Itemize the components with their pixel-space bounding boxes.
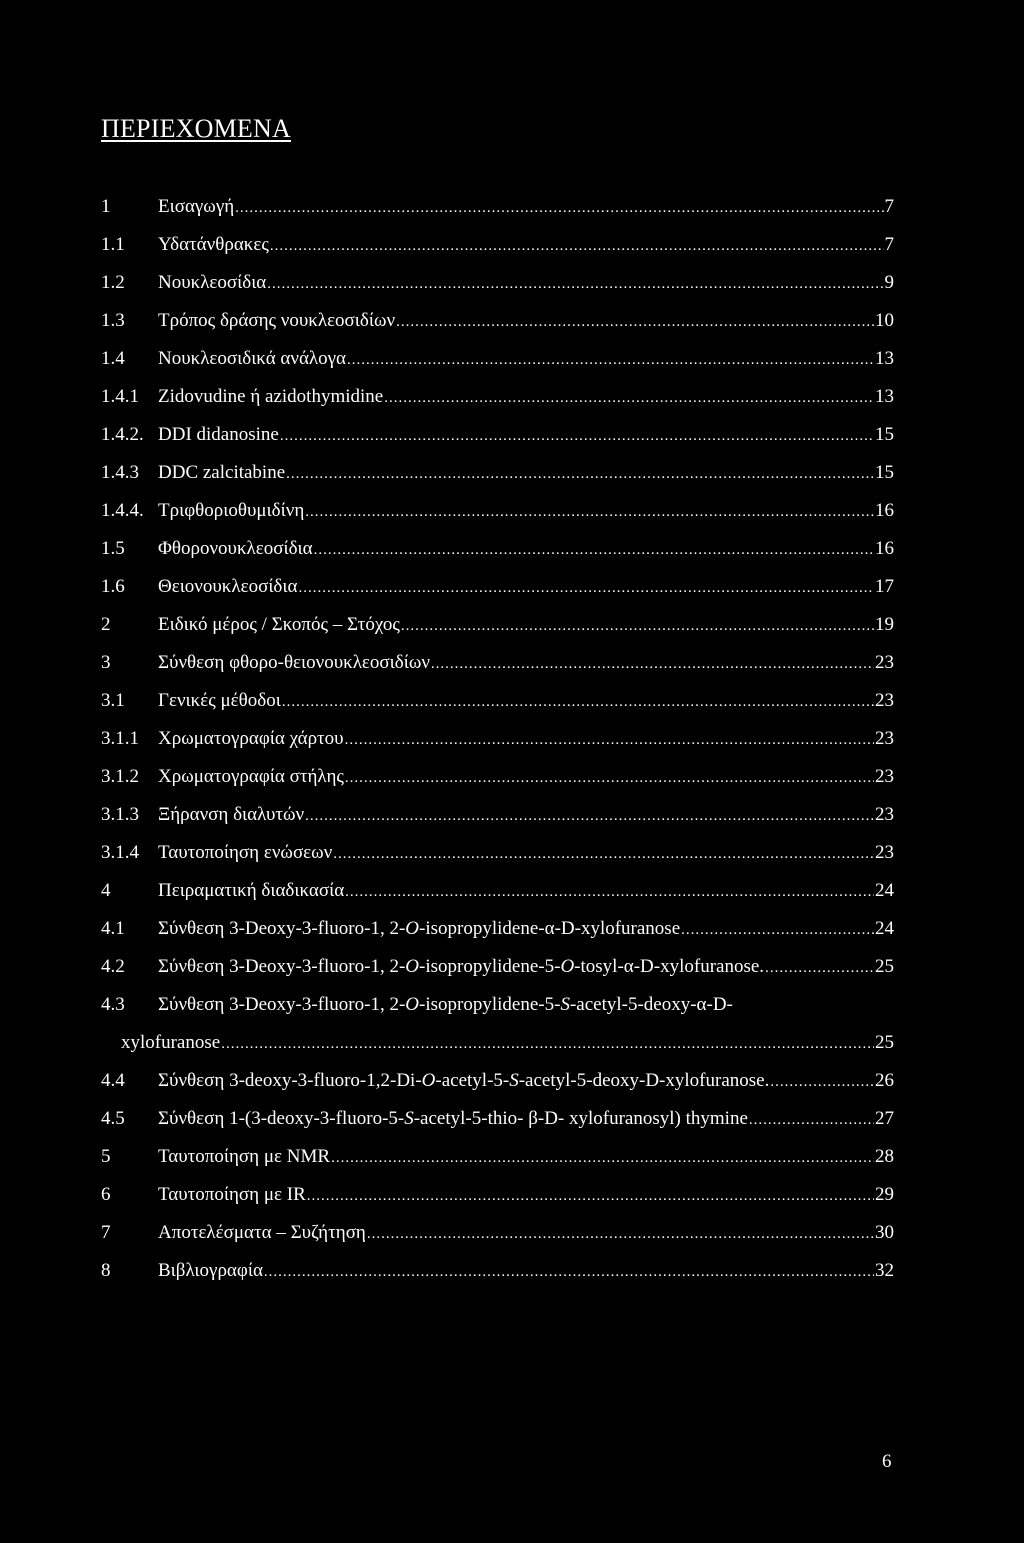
toc-row <box>101 416 894 454</box>
toc-page-number: 25 <box>875 956 894 977</box>
dot-leader <box>264 1253 874 1291</box>
toc-entry-title <box>158 416 279 454</box>
dot-leader <box>333 835 874 873</box>
toc-entry <box>158 1138 894 1177</box>
toc-entry-text-part: -isopropylidene-α-D-xylofuranose <box>419 918 681 939</box>
toc-page-number: 23 <box>875 804 894 825</box>
toc-entry-text-part: Zidovudine ή azidothymidine <box>158 386 384 407</box>
dot-leader <box>431 645 874 683</box>
toc-entry-text-part: Σύνθεση 1-(3-deoxy-3-fluoro-5- <box>158 1108 405 1129</box>
toc-entry <box>158 872 894 911</box>
dot-leader <box>770 1063 874 1101</box>
toc-page-number: 13 <box>875 348 894 369</box>
toc-row <box>101 530 894 568</box>
toc-entry-text-part: Νουκλεοσίδια <box>158 272 267 293</box>
toc-page-number: 23 <box>875 690 894 711</box>
toc-entry-title <box>158 226 269 264</box>
dot-leader <box>749 1101 874 1139</box>
toc-entry <box>158 720 894 759</box>
toc-entry-title <box>158 188 234 226</box>
toc-row <box>101 378 894 416</box>
toc-entry-title <box>158 530 313 568</box>
toc-entry <box>158 1252 894 1291</box>
toc-row <box>101 1024 894 1062</box>
toc-row <box>101 1252 894 1290</box>
dot-leader <box>345 759 874 797</box>
toc-entry-title <box>158 1252 263 1290</box>
toc-entry-title <box>158 682 281 720</box>
toc-entry-text-part: Πειραματική διαδικασία <box>158 880 345 901</box>
toc-entry-title <box>158 986 733 1024</box>
toc-number: 1 <box>101 196 111 217</box>
toc-number: 8 <box>101 1260 111 1281</box>
toc-entry-text-part: -acetyl-5-deoxy-α-D- <box>569 994 733 1015</box>
dot-leader <box>345 873 874 911</box>
toc-page-number: 25 <box>875 1032 894 1053</box>
toc-row <box>101 644 894 682</box>
dot-leader <box>314 531 874 569</box>
toc-page-number: 15 <box>875 424 894 445</box>
dot-leader <box>345 721 874 759</box>
toc-row <box>101 1138 894 1176</box>
toc-page-number: 23 <box>875 842 894 863</box>
toc-entry-text-part: Γενικές μέθοδοι <box>158 690 281 711</box>
toc-entry <box>121 1024 894 1063</box>
toc-number: 5 <box>101 1146 111 1167</box>
toc-entry-title <box>158 340 346 378</box>
toc-number: 4 <box>101 880 111 901</box>
toc-entry-text-part: Ταυτοποίηση ενώσεων <box>158 842 333 863</box>
toc-entry <box>158 606 894 645</box>
toc-entry <box>158 188 894 227</box>
toc-entry <box>158 834 894 873</box>
toc-entry <box>158 644 894 683</box>
dot-leader <box>765 949 874 987</box>
toc-entry <box>158 682 894 721</box>
toc-page-number: 23 <box>875 728 894 749</box>
dot-leader <box>331 1139 874 1177</box>
toc-number: 1.6 <box>101 576 125 597</box>
toc-entry-title <box>158 568 297 606</box>
toc-entry-title <box>158 720 344 758</box>
toc-page-number: 26 <box>875 1070 894 1091</box>
toc-entry <box>158 530 894 569</box>
toc-entry-title <box>158 302 395 340</box>
dot-leader <box>347 341 874 379</box>
toc-row <box>101 1214 894 1252</box>
toc-entry-text-part: -acetyl-5- <box>435 1070 510 1091</box>
toc-row <box>101 1062 894 1100</box>
toc-entry <box>158 1100 894 1139</box>
toc-page-number: 32 <box>875 1260 894 1281</box>
toc-entry-text-part: Φθορονουκλεοσίδια <box>158 538 313 559</box>
toc-row <box>101 492 894 530</box>
toc-entry <box>158 492 894 531</box>
toc-entry-text-part: -isopropylidene-5- <box>419 956 561 977</box>
toc-entry-italic-part: S <box>560 994 570 1015</box>
toc-page-number: 23 <box>875 766 894 787</box>
toc-entry <box>158 340 894 379</box>
dot-leader <box>681 911 874 949</box>
toc-number: 1.4.1 <box>101 386 139 407</box>
toc-number: 3.1.2 <box>101 766 139 787</box>
toc-entry <box>158 302 894 341</box>
toc-row <box>101 796 894 834</box>
toc-number: 3.1.4 <box>101 842 139 863</box>
toc-entry-text-part: DDC zalcitabine <box>158 462 286 483</box>
toc-page-number: 28 <box>875 1146 894 1167</box>
toc-number: 6 <box>101 1184 111 1205</box>
toc-row <box>101 1176 894 1214</box>
dot-leader <box>235 189 883 227</box>
toc-page-number: 30 <box>875 1222 894 1243</box>
toc-entry <box>158 226 894 265</box>
toc-entry-title <box>158 1214 366 1252</box>
toc-page-number: 23 <box>875 652 894 673</box>
toc-page-number: 9 <box>884 272 894 293</box>
toc-page-number: 15 <box>875 462 894 483</box>
toc-row <box>101 682 894 720</box>
toc-entry-title <box>158 910 680 948</box>
dot-leader <box>282 683 874 721</box>
toc-number: 1.2 <box>101 272 125 293</box>
toc-entry-text-part: Βιβλιογραφία <box>158 1260 263 1281</box>
dot-leader <box>286 455 874 493</box>
dot-leader <box>267 265 883 303</box>
toc-page-number: 7 <box>884 234 894 255</box>
toc-entry <box>158 910 894 949</box>
toc-entry-text-part: Σύνθεση 3-Deoxy-3-fluoro-1, 2- <box>158 994 406 1015</box>
toc-entry-text-part: DDI didanosine <box>158 424 279 445</box>
toc-row <box>101 340 894 378</box>
toc-number: 1.4.4. <box>101 500 144 521</box>
toc-entry-italic-part: O <box>405 956 420 977</box>
toc-row <box>101 264 894 302</box>
toc-row <box>101 834 894 872</box>
toc-entry-text-part: Υδατάνθρακες <box>158 234 269 255</box>
toc-page-number: 16 <box>875 500 894 521</box>
toc-number: 1.4.2. <box>101 424 144 445</box>
toc-entry-text-part: Χρωματογραφία χάρτου <box>158 728 344 749</box>
toc-entry-title <box>158 264 266 302</box>
toc-entry-text-part: Χρωματογραφία στήλης <box>158 766 344 787</box>
toc-entry-title <box>158 948 764 986</box>
toc-entry-title <box>158 378 383 416</box>
toc-entry-text-part: Σύνθεση φθορο-θειονουκλεοσιδίων <box>158 652 430 673</box>
toc-entry-text-part: Ταυτοποίηση με IR <box>158 1184 306 1205</box>
toc-entry <box>158 948 894 987</box>
toc-page-number: 27 <box>875 1108 894 1129</box>
toc-entry-text-part: Τριφθοριοθυμιδίνη <box>158 500 305 521</box>
dot-leader <box>401 607 874 645</box>
dot-leader <box>384 379 874 417</box>
toc-page-number: 19 <box>875 614 894 635</box>
toc-page-number: 24 <box>875 880 894 901</box>
toc-entry-italic-part: O <box>405 918 420 939</box>
toc-number: 1.4.3 <box>101 462 139 483</box>
toc-entry-title <box>158 1138 330 1176</box>
toc-entry <box>158 378 894 417</box>
toc-entry-title <box>158 834 332 872</box>
toc-row <box>101 1100 894 1138</box>
toc-page-number: 17 <box>875 576 894 597</box>
toc-row <box>101 226 894 264</box>
toc-entry-title <box>158 1100 748 1138</box>
toc-number: 1.1 <box>101 234 125 255</box>
toc-entry-title <box>158 872 344 910</box>
toc-row <box>101 910 894 948</box>
toc-entry-title <box>158 1176 306 1214</box>
toc-row <box>101 948 894 986</box>
toc-entry-italic-part: S <box>404 1108 414 1129</box>
toc-entry-text-part: xylofuranose <box>121 1032 221 1053</box>
toc-row <box>101 872 894 910</box>
toc-entry-text-part: -acetyl-5-thio- β-D- xylofuranosyl) thymine <box>413 1108 748 1129</box>
toc-entry <box>158 758 894 797</box>
toc-number: 3 <box>101 652 111 673</box>
toc-number: 4.3 <box>101 994 125 1015</box>
toc-row <box>101 454 894 492</box>
toc-entry-text-part: Σύνθεση 3-Deoxy-3-fluoro-1, 2- <box>158 956 406 977</box>
dot-leader <box>305 797 874 835</box>
toc-row <box>101 986 894 1024</box>
toc-entry-text-part: Αποτελέσματα – Συζήτηση <box>158 1222 366 1243</box>
dot-leader <box>307 1177 874 1215</box>
toc-number: 4.5 <box>101 1108 125 1129</box>
toc-entry-title <box>158 1062 769 1100</box>
toc-entry-italic-part: O <box>560 956 575 977</box>
toc-row <box>101 302 894 340</box>
toc-row <box>101 188 894 226</box>
toc-entry-text-part: Νουκλεοσιδικά ανάλογα <box>158 348 346 369</box>
toc-entry-text-part: Ειδικό μέρος / Σκοπός – Στόχος <box>158 614 400 635</box>
toc-entry-italic-part: S <box>509 1070 519 1091</box>
toc-entry-title <box>158 644 430 682</box>
toc-entry-text-part: Σύνθεση 3-Deoxy-3-fluoro-1, 2- <box>158 918 406 939</box>
toc-number: 4.1 <box>101 918 125 939</box>
toc-entry-title <box>158 454 285 492</box>
toc-number: 1.4 <box>101 348 125 369</box>
toc-entry <box>158 454 894 493</box>
toc-entry <box>158 264 894 303</box>
table-of-contents <box>101 188 894 1290</box>
toc-entry-text-part: Ταυτοποίηση με NMR <box>158 1146 331 1167</box>
toc-number: 4.2 <box>101 956 125 977</box>
toc-row <box>101 758 894 796</box>
toc-number: 1.3 <box>101 310 125 331</box>
toc-row <box>101 568 894 606</box>
toc-page-number: 13 <box>875 386 894 407</box>
toc-page-number: 16 <box>875 538 894 559</box>
dot-leader <box>280 417 874 455</box>
toc-entry-title <box>158 758 344 796</box>
toc-page-number: 10 <box>875 310 894 331</box>
page-title: ΠΕΡΙΕΧΟΜΕΝΑ <box>101 114 291 143</box>
toc-page-number: 24 <box>875 918 894 939</box>
toc-entry <box>158 796 894 835</box>
dot-leader <box>396 303 874 341</box>
toc-entry-text-part: Εισαγωγή <box>158 196 235 217</box>
toc-number: 3.1 <box>101 690 125 711</box>
toc-entry-title <box>158 492 304 530</box>
dot-leader <box>221 1025 874 1063</box>
toc-entry <box>158 1176 894 1215</box>
toc-entry-italic-part: O <box>421 1070 436 1091</box>
toc-page-number: 29 <box>875 1184 894 1205</box>
toc-entry-text-part: Σύνθεση 3-deoxy-3-fluoro-1,2-Di- <box>158 1070 422 1091</box>
toc-number: 1.5 <box>101 538 125 559</box>
toc-entry-title <box>158 606 400 644</box>
toc-number: 7 <box>101 1222 111 1243</box>
toc-number: 3.1.1 <box>101 728 139 749</box>
toc-page-number: 7 <box>884 196 894 217</box>
dot-leader <box>270 227 884 265</box>
toc-number: 4.4 <box>101 1070 125 1091</box>
toc-entry-text-part: Τρόπος δράσης νουκλεοσιδίων <box>158 310 396 331</box>
toc-entry-text-part: Θειονουκλεοσίδια <box>158 576 298 597</box>
toc-entry-title <box>158 796 304 834</box>
toc-entry <box>158 986 894 1024</box>
toc-number: 2 <box>101 614 111 635</box>
toc-entry-text-part: -isopropylidene-5- <box>419 994 561 1015</box>
dot-leader <box>367 1215 874 1253</box>
toc-entry-text-part: -tosyl-α-D-xylofuranose. <box>574 956 765 977</box>
toc-entry <box>158 1214 894 1253</box>
toc-entry <box>158 568 894 607</box>
toc-entry <box>158 416 894 455</box>
toc-row <box>101 720 894 758</box>
toc-entry-text-part: Ξήρανση διαλυτών <box>158 804 305 825</box>
dot-leader <box>298 569 874 607</box>
toc-entry <box>158 1062 894 1101</box>
dot-leader <box>305 493 874 531</box>
toc-entry-text-part: -acetyl-5-deoxy-D-xylofuranose. <box>518 1070 770 1091</box>
page-number: 6 <box>882 1451 892 1472</box>
toc-number: 3.1.3 <box>101 804 139 825</box>
toc-entry-italic-part: O <box>405 994 420 1015</box>
toc-entry-title <box>121 1024 220 1062</box>
toc-row <box>101 606 894 644</box>
